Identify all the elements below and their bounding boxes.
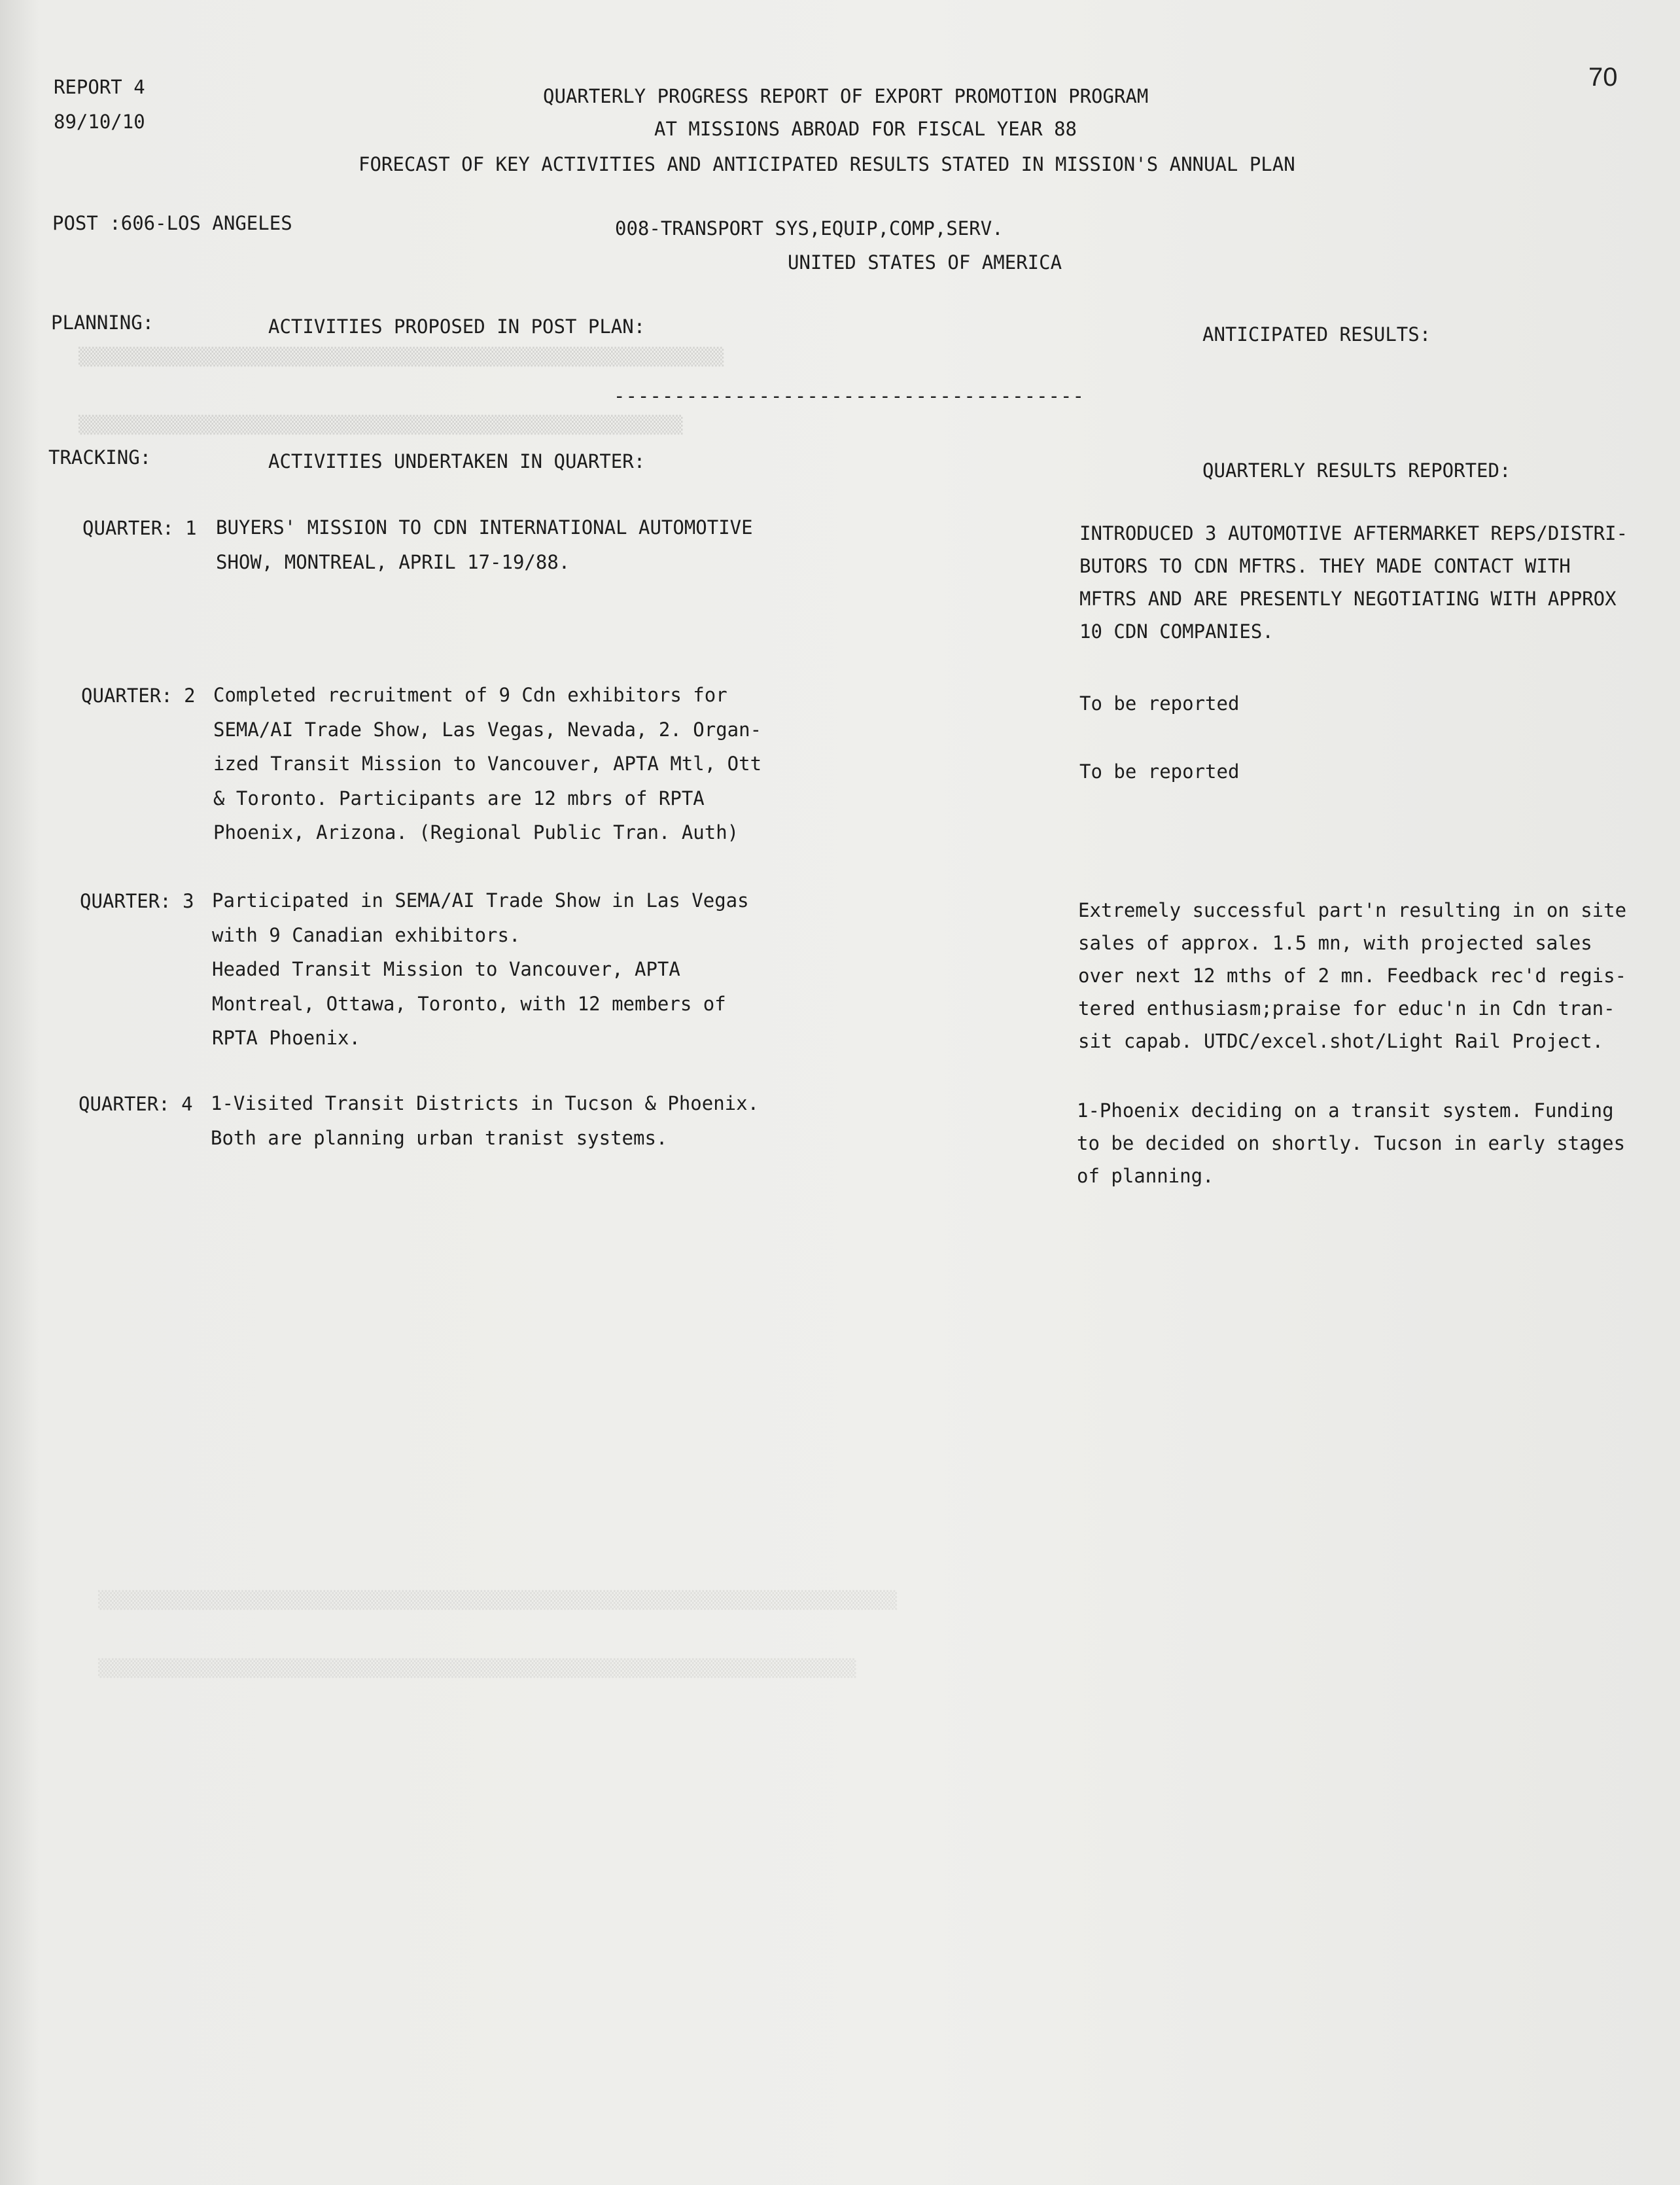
quarter-results (1078, 894, 1626, 1057)
quarter-label: QUARTER: 3 (80, 890, 194, 912)
page-number: 70 (1588, 63, 1618, 92)
quarter-activities (211, 1086, 759, 1155)
separator-line: --------------------------------------- (614, 385, 1085, 407)
result-line: To be reported (1079, 760, 1240, 783)
activity-line: 1-Visited Transit Districts in Tucson & Phoenix. (211, 1092, 760, 1114)
report-number: REPORT 4 (54, 76, 145, 98)
result-line: of planning. (1077, 1165, 1214, 1187)
report-title-line-3: FORECAST OF KEY ACTIVITIES AND ANTICIPATED RESULTS STATED IN MISSION'S ANNUAL PLAN (359, 153, 1295, 175)
country-label: UNITED STATES OF AMERICA (788, 251, 1062, 274)
activity-line: BUYERS' MISSION TO CDN INTERNATIONAL AUTOMOTIVE (216, 516, 753, 539)
planning-label: PLANNING: (51, 311, 154, 334)
quarter-label: QUARTER: 1 (82, 517, 197, 539)
result-line: 1-Phoenix deciding on a transit system. Funding (1077, 1099, 1614, 1122)
planning-activities-heading: ACTIVITIES PROPOSED IN POST PLAN: (268, 315, 646, 338)
result-line: to be decided on shortly. Tucson in early stages (1077, 1132, 1626, 1154)
activity-line: Both are planning urban tranist systems. (211, 1126, 668, 1149)
result-line: Extremely successful part'n resulting in on site (1078, 899, 1627, 921)
result-line: To be reported (1079, 692, 1240, 715)
quarter-results (1077, 1094, 1625, 1192)
activity-line: Completed recruitment of 9 Cdn exhibitors for (213, 684, 727, 706)
activity-line: Headed Transit Mission to Vancouver, APTA (212, 958, 680, 980)
quarter-results (1079, 517, 1628, 648)
activity-line: with 9 Canadian exhibitors. (212, 923, 521, 946)
activity-line: Montreal, Ottawa, Toronto, with 12 members of (212, 992, 726, 1015)
activity-line: SHOW, MONTREAL, APRIL 17-19/88. (216, 550, 570, 573)
result-line: tered enthusiasm;praise for educ'n in Cdn tran- (1078, 997, 1615, 1020)
activity-line: ized Transit Mission to Vancouver, APTA Mtl, Ott (213, 753, 762, 775)
quarter-activities (213, 678, 761, 850)
activity-line: Phoenix, Arizona. (Regional Public Tran. Auth) (213, 821, 739, 844)
report-title-line-2: AT MISSIONS ABROAD FOR FISCAL YEAR 88 (654, 118, 1077, 140)
result-line: 10 CDN COMPANIES. (1079, 620, 1274, 643)
quarterly-results-heading: QUARTERLY RESULTS REPORTED: (1202, 459, 1511, 482)
sector-label: 008-TRANSPORT SYS,EQUIP,COMP,SERV. (615, 217, 1004, 240)
quarter-activities (216, 510, 753, 579)
result-line: MFTRS AND ARE PRESENTLY NEGOTIATING WITH APPROX (1079, 588, 1617, 610)
tracking-activities-heading: ACTIVITIES UNDERTAKEN IN QUARTER: (268, 450, 646, 472)
activity-line: SEMA/AI Trade Show, Las Vegas, Nevada, 2. Organ- (213, 718, 762, 741)
result-line: BUTORS TO CDN MFTRS. THEY MADE CONTACT WITH (1079, 555, 1571, 577)
anticipated-results-heading: ANTICIPATED RESULTS: (1202, 323, 1431, 346)
result-line: over next 12 mths of 2 mn. Feedback rec'd regis- (1078, 965, 1627, 987)
result-line: INTRODUCED 3 AUTOMOTIVE AFTERMARKET REPS/DISTRI- (1079, 522, 1628, 544)
report-date: 89/10/10 (54, 111, 145, 133)
quarter-activities (212, 883, 749, 1056)
report-title-line-1: QUARTERLY PROGRESS REPORT OF EXPORT PROMOTION PROGRAM (543, 85, 1149, 107)
activity-line: & Toronto. Participants are 12 mbrs of RPTA (213, 787, 705, 809)
result-line: sit capab. UTDC/excel.shot/Light Rail Project. (1078, 1030, 1604, 1052)
post-label: POST :606-LOS ANGELES (52, 212, 292, 234)
activity-line: RPTA Phoenix. (212, 1027, 360, 1049)
bleed-through-text: ▒▒▒▒▒▒▒▒▒▒▒▒▒▒▒▒▒▒▒▒▒▒▒▒▒▒▒▒▒▒▒▒▒▒▒▒▒▒▒▒▒▒▒▒▒▒▒▒▒▒▒▒▒▒▒▒▒▒▒▒▒▒▒▒▒▒▒▒▒▒▒▒▒▒▒▒▒▒ ▒▒▒▒▒▒▒▒▒▒▒▒▒▒▒▒▒▒▒▒▒▒▒▒▒▒▒▒▒▒▒▒▒▒▒▒▒▒▒▒▒▒▒▒▒▒▒▒▒▒▒▒▒▒▒▒▒▒▒▒▒▒▒▒▒▒▒▒▒▒▒▒▒▒ (98, 1591, 897, 1679)
activity-line: Participated in SEMA/AI Trade Show in Las Vegas (212, 889, 749, 912)
bleed-through-text: ▒▒▒▒▒▒▒▒▒▒▒▒▒▒▒▒▒▒▒▒▒▒▒▒▒▒▒▒▒▒▒▒▒▒▒▒▒▒▒▒▒▒▒▒▒▒▒▒▒▒▒▒▒▒▒▒▒▒▒▒▒▒▒ ▒▒▒▒▒▒▒▒▒▒▒▒▒▒▒▒▒▒▒▒▒▒▒▒▒▒▒▒▒▒▒▒▒▒▒▒▒▒▒▒▒▒▒▒▒▒▒▒▒▒▒▒▒▒▒▒▒▒▒ (79, 347, 724, 435)
result-line: sales of approx. 1.5 mn, with projected sales (1078, 932, 1592, 954)
tracking-label: TRACKING: (48, 446, 152, 469)
quarter-label: QUARTER: 4 (79, 1093, 193, 1115)
quarter-label: QUARTER: 2 (81, 684, 196, 707)
